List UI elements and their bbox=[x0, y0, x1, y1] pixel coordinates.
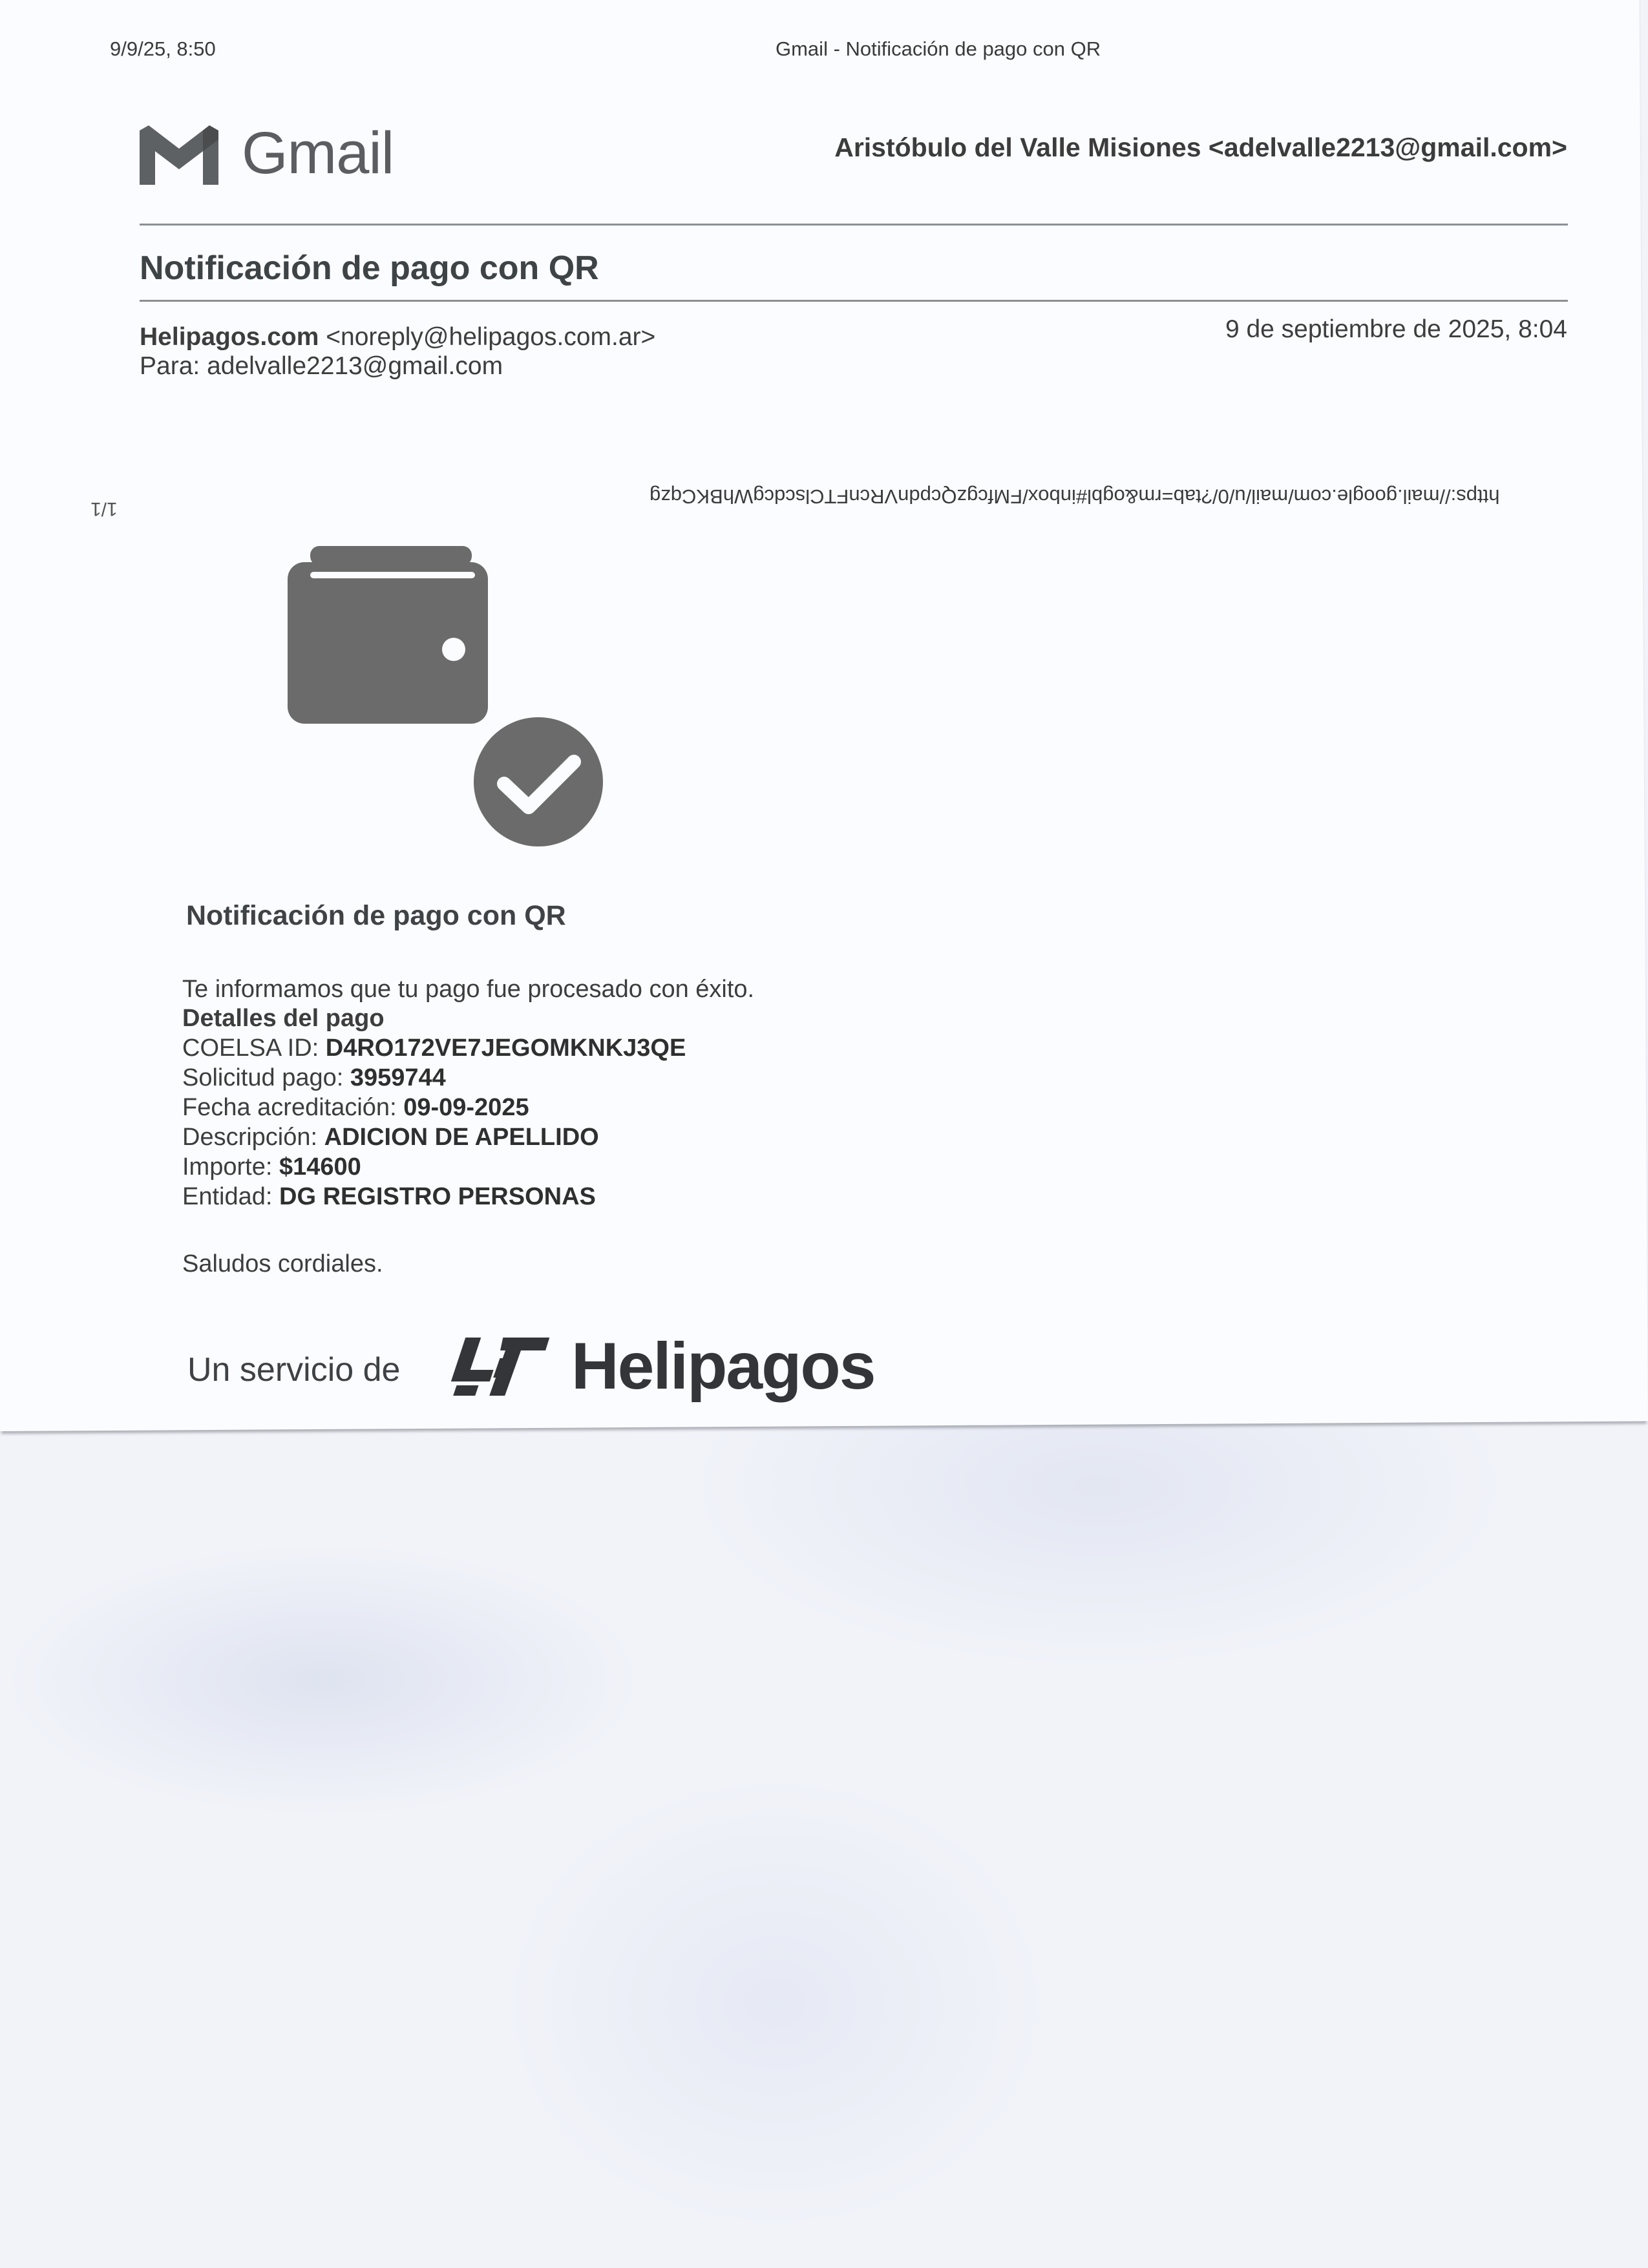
detail-importe bbox=[182, 1153, 361, 1181]
detail-label: Solicitud pago: bbox=[182, 1064, 344, 1091]
detail-label: Descripción: bbox=[182, 1124, 318, 1151]
detail-value: 3959744 bbox=[350, 1064, 446, 1091]
sender-address: <noreply@helipagos.com.ar> bbox=[326, 323, 656, 351]
detail-value: DG REGISTRO PERSONAS bbox=[279, 1183, 596, 1210]
detail-label: Importe: bbox=[182, 1153, 273, 1181]
wallet-icon bbox=[284, 543, 491, 727]
detail-fecha bbox=[182, 1094, 529, 1122]
detail-label: Fecha acreditación: bbox=[182, 1094, 397, 1121]
account-owner: Aristóbulo del Valle Misiones <adelvalle2213@gmail.com> bbox=[834, 132, 1567, 162]
page-number: 1/1 bbox=[90, 498, 118, 520]
detail-solicitud bbox=[182, 1064, 446, 1092]
subject-divider bbox=[140, 300, 1568, 302]
page-url: https://mail.google.com/mail/u/0/?tab=rm&ogbl#inbox/FMfcgzQcpdnVRcnFTClscdcgWhBKCqzg bbox=[650, 485, 1500, 508]
email-subject: Notificación de pago con QR bbox=[140, 249, 599, 287]
detail-label: COELSA ID: bbox=[182, 1034, 319, 1062]
recipient-label: Para: bbox=[140, 352, 200, 380]
gmail-m-icon bbox=[137, 123, 221, 187]
header-divider bbox=[140, 224, 1568, 226]
details-heading: Detalles del pago bbox=[182, 1005, 385, 1032]
sender-name: Helipagos.com bbox=[140, 323, 319, 351]
recipient-address: adelvalle2213@gmail.com bbox=[207, 352, 503, 380]
email-sender bbox=[140, 323, 655, 352]
gmail-brand: Gmail bbox=[242, 120, 394, 186]
email-date: 9 de septiembre de 2025, 8:04 bbox=[1225, 315, 1567, 343]
detail-value: D4RO172VE7JEGOMKNKJ3QE bbox=[325, 1034, 686, 1062]
detail-descripcion bbox=[182, 1124, 599, 1151]
detail-coelsa-id bbox=[182, 1034, 686, 1062]
detail-entidad bbox=[182, 1183, 596, 1211]
intro-text: Te informamos que tu pago fue procesado con éxito. bbox=[182, 976, 755, 1003]
closing-text: Saludos cordiales. bbox=[182, 1250, 383, 1277]
print-title: Gmail - Notificación de pago con QR bbox=[776, 37, 1101, 60]
footer-text: Un servicio de bbox=[187, 1351, 401, 1389]
check-circle-icon bbox=[464, 708, 613, 856]
notification-title: Notificación de pago con QR bbox=[186, 900, 566, 931]
helipagos-logo-icon bbox=[449, 1332, 555, 1400]
email-recipient bbox=[140, 352, 503, 381]
detail-value: ADICION DE APELLIDO bbox=[324, 1124, 599, 1151]
detail-value: $14600 bbox=[279, 1153, 361, 1181]
print-date: 9/9/25, 8:50 bbox=[110, 37, 216, 60]
detail-label: Entidad: bbox=[182, 1183, 273, 1210]
helipagos-brand: Helipagos bbox=[571, 1329, 875, 1403]
detail-value: 09-09-2025 bbox=[403, 1094, 529, 1121]
